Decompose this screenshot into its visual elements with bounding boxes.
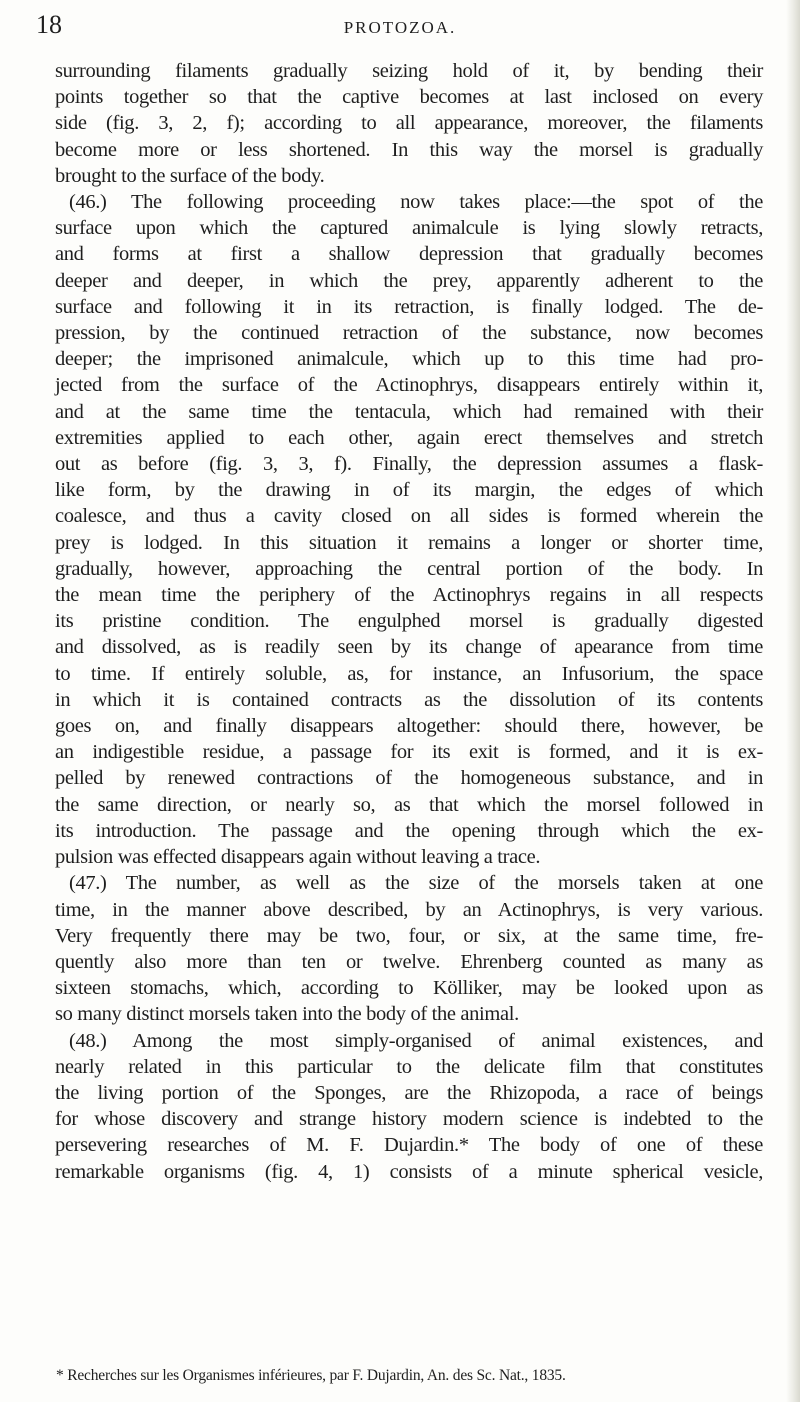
text-line: brought to the surface of the body. bbox=[55, 164, 325, 187]
text-line: its introduction. The passage and the opening through which the ex- bbox=[55, 819, 763, 842]
text-line: surface and following it in its retraction, is finally lodged. The de- bbox=[55, 295, 763, 318]
text-line: nearly related in this particular to the delicate film that constitutes bbox=[55, 1055, 763, 1078]
text-line: and forms at first a shallow depression that gradually becomes bbox=[55, 243, 763, 266]
body-text bbox=[55, 58, 763, 1185]
running-head: PROTOZOA. bbox=[343, 18, 457, 37]
text-line: pulsion was effected disappears again without leaving a trace. bbox=[55, 846, 541, 869]
text-line: Very frequently there may be two, four, or six, at the same time, fre- bbox=[55, 924, 763, 947]
text-line: out as before (fig. 3, 3, f). Finally, the depression assumes a flask- bbox=[55, 453, 763, 476]
text-line: an indigestible residue, a passage for its exit is formed, and it is ex- bbox=[55, 741, 763, 764]
page-binding-edge bbox=[786, 0, 800, 1402]
text-line: points together so that the captive becomes at last inclosed on every bbox=[55, 86, 763, 109]
text-line: to time. If entirely soluble, as, for instance, an Infusorium, the space bbox=[55, 662, 763, 685]
text-line: and at the same time the tentacula, which had remained with their bbox=[55, 400, 763, 423]
text-line: for whose discovery and strange history modern science is indebted to the bbox=[55, 1108, 763, 1131]
text-line: and dissolved, as is readily seen by its change of apearance from time bbox=[55, 636, 763, 659]
text-line: deeper and deeper, in which the prey, apparently adherent to the bbox=[55, 269, 763, 292]
text-line: remarkable organisms (fig. 4, 1) consists of a minute spherical vesicle, bbox=[55, 1160, 763, 1183]
text-line: quently also more than ten or twelve. Ehrenberg counted as many as bbox=[55, 950, 763, 973]
text-line: deeper; the imprisoned animalcule, which up to this time had pro- bbox=[55, 348, 763, 371]
text-line: its pristine condition. The engulphed morsel is gradually digested bbox=[55, 610, 763, 633]
text-line: sixteen stomachs, which, according to Kölliker, may be looked upon as bbox=[55, 977, 763, 1000]
text-line: the mean time the periphery of the Actinophrys regains in all respects bbox=[55, 584, 763, 607]
text-line: surrounding filaments gradually seizing hold of it, by bending their bbox=[55, 60, 763, 82]
text-line: pelled by renewed contractions of the homogeneous substance, and in bbox=[55, 767, 763, 790]
page-number: 18 bbox=[36, 10, 62, 39]
text-line: goes on, and finally disappears altogether: should there, however, be bbox=[55, 715, 763, 738]
text-line: the same direction, or nearly so, as that which the morsel followed in bbox=[55, 793, 763, 816]
text-line: become more or less shortened. In this way the morsel is gradually bbox=[55, 138, 763, 161]
text-line: like form, by the drawing in of its margin, the edges of which bbox=[55, 479, 763, 502]
text-line: coalesce, and thus a cavity closed on all sides is formed wherein the bbox=[55, 505, 763, 528]
text-line: the living portion of the Sponges, are the Rhizopoda, a race of beings bbox=[55, 1081, 763, 1104]
text-line: jected from the surface of the Actinophrys, disappears entirely within it, bbox=[55, 374, 763, 397]
text-line: so many distinct morsels taken into the body of the animal. bbox=[55, 1003, 519, 1026]
text-line: surface upon which the captured animalcule is lying slowly retracts, bbox=[55, 217, 763, 240]
text-line: time, in the manner above described, by an Actinophrys, is very various. bbox=[55, 898, 763, 921]
text-line: persevering researches of M. F. Dujardin.* The body of one of these bbox=[55, 1134, 763, 1157]
footnote: * Recherches sur les Organismes inférieures, par F. Dujardin, An. des Sc. Nat., 1835. bbox=[56, 1367, 566, 1384]
text-line: pression, by the continued retraction of the substance, now becomes bbox=[55, 322, 763, 345]
text-line: gradually, however, approaching the central portion of the body. In bbox=[55, 557, 763, 580]
text-line: extremities applied to each other, again erect themselves and stretch bbox=[55, 426, 763, 449]
text-line: (48.) Among the most simply-organised of animal existences, and bbox=[69, 1029, 763, 1052]
text-line: side (fig. 3, 2, f); according to all appearance, moreover, the filaments bbox=[55, 112, 763, 135]
text-line: prey is lodged. In this situation it remains a longer or shorter time, bbox=[55, 531, 763, 554]
text-line: (47.) The number, as well as the size of the morsels taken at one bbox=[69, 872, 763, 895]
text-line: (46.) The following proceeding now takes place:—the spot of the bbox=[69, 191, 763, 214]
text-line: in which it is contained contracts as the dissolution of its contents bbox=[55, 688, 763, 711]
